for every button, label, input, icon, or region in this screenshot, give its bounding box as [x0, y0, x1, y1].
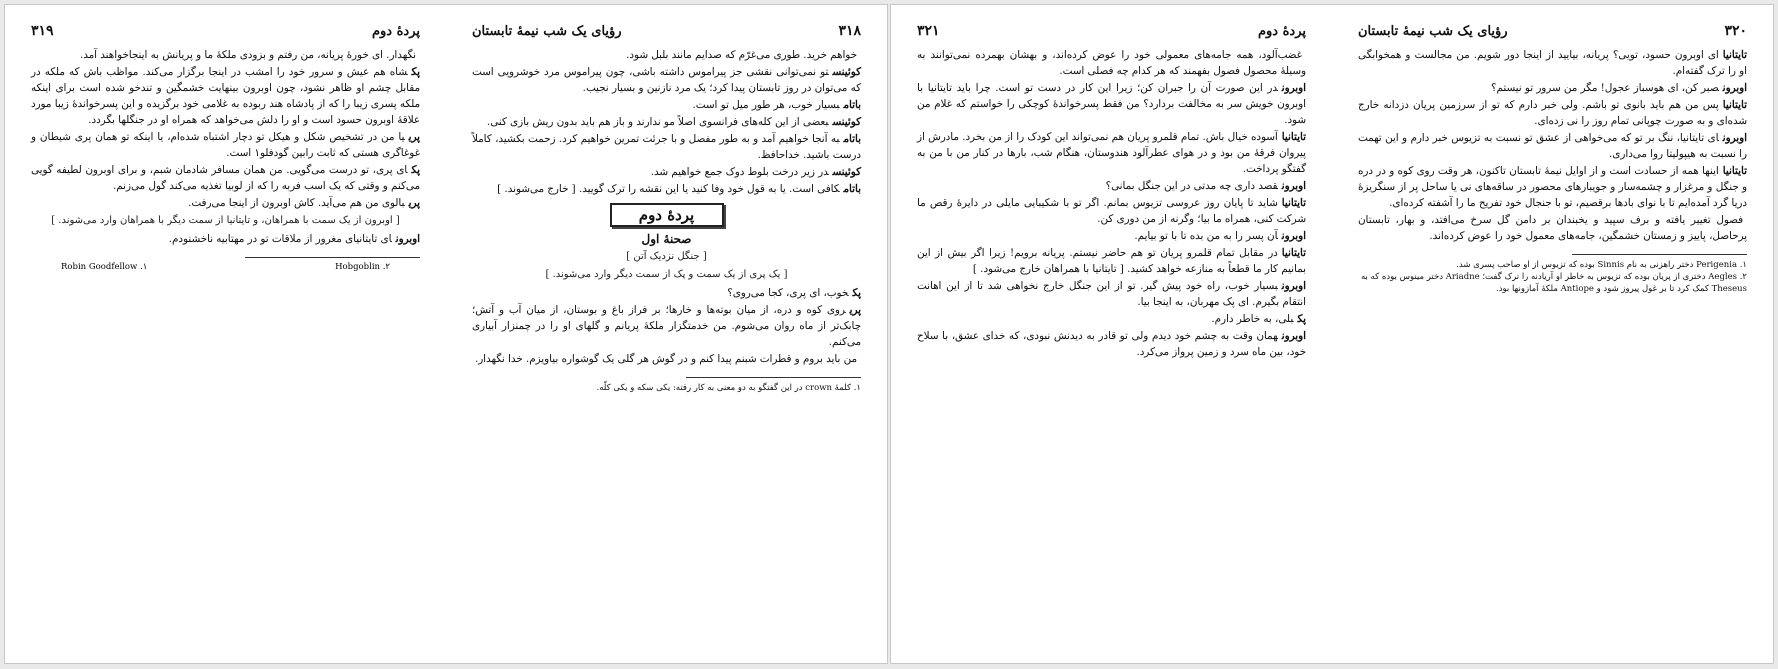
- dialogue-text: در مقابل تمام قلمرو پریان تو هم حاضر نیستم. پریانه برویم! زیرا اگر بیش از این بمانیم کار ما قطعاً به منازعه خواهد کشید. [ تایتانیا با همراهان خارج می‌شود. ]: [917, 247, 1306, 275]
- page-318: [446, 5, 887, 663]
- speaker-name: اوبرون: [1281, 82, 1306, 94]
- book-spread-left: [4, 4, 888, 664]
- dialogue-text: بالوی من هم می‌آید. کاش اوبرون از اینجا می‌رفت.: [188, 197, 405, 209]
- paragraph: [917, 195, 1306, 227]
- footnote: Robin Goodfellow .۱: [61, 262, 148, 272]
- paragraph: [31, 162, 420, 194]
- paragraph: [917, 129, 1306, 177]
- scene-title: صحنهٔ اول: [641, 232, 692, 246]
- dialogue-text: به آنجا خواهیم آمد و به طور مفصل و با جرئت تمرین خواهیم کرد. زحمت بکشید، کاملاً درست باشید. خداحافظ.: [472, 133, 861, 161]
- speaker-name: کوئینس: [832, 166, 861, 178]
- speaker-name: پک: [411, 66, 420, 78]
- paragraph: [472, 351, 861, 367]
- speaker-name: اوبرون: [1281, 230, 1306, 242]
- speaker-name: تایتانیا: [1281, 197, 1306, 209]
- paragraph: [472, 302, 861, 350]
- paragraph: [472, 47, 861, 63]
- dialogue-text: صبر کن، ای هوسباز عجول! مگر من سرور تو نیستم؟: [1491, 82, 1719, 94]
- book-spread-right: [890, 4, 1774, 664]
- speaker-name: کوئینس: [832, 66, 861, 78]
- paragraph: [31, 47, 420, 63]
- paragraph: [472, 285, 861, 301]
- speaker-name: اوبرون: [395, 233, 420, 245]
- speaker-name: باتام: [843, 133, 861, 145]
- dialogue-text: آسوده خیال باش. تمام قلمرو پریان هم نمی‌تواند این کودک را از من بخرد. مادرش از پیروان فرقهٔ من بود و در هوای عطرآلود هندوستان، هنگام شب، بارها در کنار من با من به گفتگو پرداخت.: [917, 131, 1306, 175]
- paragraph: [31, 129, 420, 161]
- paragraph: [472, 131, 861, 163]
- page-body: [1358, 47, 1747, 244]
- paragraph: [917, 178, 1306, 194]
- speaker-name: اوبرون: [1722, 132, 1747, 144]
- dialogue-text: بسیار خوب، هر طور میل تو است.: [692, 99, 840, 111]
- paragraph: [472, 164, 861, 180]
- speaker-name: باتام: [843, 99, 861, 111]
- speaker-name: پری: [849, 304, 861, 316]
- paragraph: [1358, 212, 1747, 244]
- page-321: [891, 5, 1332, 663]
- page-number: ۳۲۰: [1724, 23, 1747, 39]
- speaker-name: تایتانیا: [1722, 49, 1747, 61]
- dialogue-text: شاید تا پایان روز عروسی تزیوس بمانم. اگر تو با شکیبایی مایلی در دایرهٔ رقص ما شرکت کنی، همراه ما بیا؛ وگرنه از من دوری کن.: [917, 197, 1306, 225]
- dialogue-text: آن پسر را به من بده تا با تو بیایم.: [1134, 230, 1278, 242]
- running-title: رؤیای یک شب نیمهٔ تابستان: [472, 24, 622, 39]
- dialogue-text: همان وقت به چشم خود دیدم ولی تو قادر به دیدنش نبودی، که خدای عشق، با سلاح خود، بین ماه سرد و زمین پرواز می‌کرد.: [917, 330, 1306, 358]
- page-320: [1332, 5, 1773, 663]
- speaker-name: کوئینس: [832, 116, 861, 128]
- footnote-divider: [1572, 254, 1747, 255]
- paragraph: [31, 195, 420, 211]
- speaker-name: پک: [411, 164, 420, 176]
- speaker-name: تایتانیا: [1722, 165, 1747, 177]
- paragraph: [917, 328, 1306, 360]
- footnote: ۱. کلمهٔ crown در این گفتگو به دو معنی به کار رفته: یکی سکه و یکی کلّه.: [596, 383, 861, 393]
- dialogue-text: من باید بروم و قطرات شبنم پیدا کنم و در گوش هر گلی یک گوشواره بیاویزم. خدا نگهدار.: [474, 353, 857, 365]
- paragraph: [917, 245, 1306, 277]
- page-header: [1358, 23, 1747, 39]
- page-body: [917, 47, 1306, 360]
- footnote-divider: [245, 257, 420, 258]
- dialogue-text: یا من در تشخیص شکل و هیکل تو دچار اشتباه شده‌ام، یا اینکه تو همان پری شیطان و غوغاگری هستی که ثابت رابین گودفلو۱ است.: [31, 131, 420, 159]
- dialogue-text: ای تایتانیای مغرور از ملاقات تو در مهتابیه ناخشنودم.: [168, 233, 392, 245]
- dialogue-text: ای تایتانیا، ننگ بر تو که می‌خواهی از عشق تو نسبت به تزیوس خبر دارم و این تهمت را نسبت به هیپولیتا روا می‌داری.: [1358, 132, 1747, 160]
- dialogue-text: خواهم خرید. طوری می‌غرّم که صدایم مانند بلبل شود.: [626, 49, 857, 61]
- paragraph: [472, 64, 861, 96]
- paragraph: [31, 64, 420, 128]
- speaker-name: پری: [408, 131, 420, 143]
- dialogue-text: در زیر درخت بلوط دوک جمع خواهیم شد.: [650, 166, 829, 178]
- dialogue-text: در این صورت آن را جبران کن؛ زیرا این کار در دست تو است. چرا باید تایتانیا با اوبرون خویش سر به مخالفت بردارد؟ من فقط پسرخواندهٔ کوچکی را خواستم که غلام من شود.: [917, 82, 1306, 126]
- dialogue-text: اینها همه از حسادت است و از اوایل نیمهٔ تابستان تاکنون، هر وقت روی کوه و در دره و جنگل و مرغزار و چشمه‌سار و جویبارهای محصور در ساقه‌های نی یا ساحل پر از سنگریزهٔ دریا گرد آمده‌ایم تا با نوای بادها برقصیم، تو با جنجال خود تفریح ما را آشفته کرده‌ای.: [1358, 165, 1747, 209]
- page-header: [917, 23, 1306, 39]
- speaker-name: پری: [408, 197, 420, 209]
- act-title: پردهٔ دوم: [610, 203, 724, 227]
- stage-direction: [ یک پری از یک سمت و پک از سمت دیگر وارد می‌شوند. ]: [545, 269, 788, 280]
- speaker-name: اوبرون: [1281, 330, 1306, 342]
- paragraph: [1358, 163, 1747, 211]
- paragraph: [1358, 80, 1747, 96]
- paragraph: [917, 47, 1306, 79]
- dialogue-text: پس من هم باید بانوی تو باشم. ولی خبر دارم که تو از سرزمین پریان دزدانه خارج شده‌ای و به صورت چوپانی تمام روز را نی زده‌ای.: [1358, 99, 1747, 127]
- speaker-name: اوبرون: [1281, 280, 1306, 292]
- dialogue-text: روی کوه و دره، از میان بوته‌ها و خارها؛ بر فراز باغ و بوستان، از میان آب و آتش؛ چابک‌تر از ماه روان می‌شوم. من خدمتگزار ملکهٔ پریانم و گلهای او را در چمنزار آبیاری می‌کنم.: [472, 304, 861, 348]
- footnote: ۲. Aegles دختری از پریان بوده که تزیوس به خاطر او آریادنه را ترک گفت؛ Ariadne دختر مینوس بوده که به Theseus کمک کرد تا بر غول پیروز شود و Antiope ملکهٔ آمازونها بود.: [1360, 272, 1747, 294]
- footnote: Hobgoblin .۲: [335, 262, 390, 272]
- page-header: [31, 23, 420, 39]
- speaker-name: تایتانیا: [1281, 247, 1306, 259]
- page-number: ۳۱۸: [838, 23, 861, 39]
- speaker-name: اوبرون: [1722, 82, 1747, 94]
- dialogue-text: بلی، به خاطر دارم.: [1211, 313, 1294, 325]
- footnotes: [31, 262, 420, 272]
- dialogue-text: بعضی از این کله‌های فرانسوی اصلاً مو ندارند و باز هم باید بدون ریش بازی کنی.: [486, 116, 829, 128]
- page-body: [472, 47, 861, 367]
- dialogue-text: قصد داری چه مدتی در این جنگل بمانی؟: [1105, 180, 1278, 192]
- dialogue-text: کافی است. یا به قول خود وفا کنید یا این نقشه را ترک گویید. [ خارج می‌شوند. ]: [497, 183, 840, 195]
- stage-direction: [ جنگل نزدیک آتن ]: [626, 251, 707, 262]
- paragraph: [472, 181, 861, 197]
- paragraph: [917, 278, 1306, 310]
- dialogue-text: خوب، ای پری، کجا می‌روی؟: [727, 287, 849, 299]
- paragraph: [917, 228, 1306, 244]
- dialogue-text: غضب‌آلود، همه جامه‌های معمولی خود را عوض کرده‌اند، و بهشان بهمرده نمی‌توانند به وسیلهٔ محصول فصول بفهمند که هر کدام چه فصلی است.: [917, 49, 1306, 77]
- paragraph: [917, 311, 1306, 327]
- paragraph: [917, 80, 1306, 128]
- dialogue-text: شاه هم عیش و سرور خود را امشب در اینجا برگزار می‌کند. مواظب باش که ملکه در مقابل چشم او ظاهر نشود، چون اوبرون بینهایت خشمگین و تندخو شده است برای اینکه ملکه پسری زیبا را که از پادشاه هند ربوده به غلامی خود برگزیده و این پسرخواندهٔ زیبا مورد علاقهٔ اوبرون حسود است و او را دلش می‌خواهد که همراه او در جنگلها بگردد.: [31, 66, 420, 126]
- dialogue-text: ای اوبرون حسود، تویی؟ پریانه، بیایید از اینجا دور شویم. من مجالست و همخوابگی او را ترک گفته‌ام.: [1358, 49, 1747, 77]
- speaker-name: پک: [1297, 313, 1306, 325]
- paragraph: [472, 114, 861, 130]
- speaker-name: باتام: [843, 183, 861, 195]
- dialogue-text: ای پری، تو درست می‌گویی. من همان مسافر شادمان شبم، و برای اوبرون لطیفه گویی می‌کنم و وقتی که یک اسب فربه را که از لوبیا تغذیه می‌کند گول می‌زنم.: [31, 164, 420, 192]
- dialogue-text: نگهدار. ای خورهٔ پریانه، من رفتم و بزودی ملکهٔ ما و پریانش به اینجاخواهند آمد.: [79, 49, 416, 61]
- paragraph: [1358, 97, 1747, 129]
- dialogue-text: تو نمی‌توانی نقشی جز پیراموس داشته باشی، چون پیراموس مرد خوشرویی است که می‌توان در روز تابستان پیدا کرد؛ یک مرد نازنین و بسیار نجیب.: [472, 66, 861, 94]
- footnote-divider: [686, 377, 861, 378]
- page-number: ۳۲۱: [917, 23, 940, 39]
- page-body: [31, 47, 420, 247]
- dialogue-text: بسیار خوب، راه خود پیش گیر. تو از این جنگل خارج نخواهی شد تا از این اهانت انتقام بگیرم. ای پک مهربان، به اینجا بیا.: [917, 280, 1306, 308]
- paragraph: [472, 97, 861, 113]
- paragraph: [31, 231, 420, 247]
- page-header: [472, 23, 861, 39]
- speaker-name: تایتانیا: [1281, 131, 1306, 143]
- dialogue-text: فصول تغییر یافته و برف سپید و یخبندان بر دامن گل سرخ می‌افتد، و بهار، تابستان پرحاصل، پاییز و زمستان خشمگین، جامه‌های معمول خود را عوض کرده‌اند.: [1358, 214, 1747, 242]
- paragraph: [1358, 47, 1747, 79]
- running-title: رؤیای یک شب نیمهٔ تابستان: [1358, 24, 1508, 39]
- running-title: پردهٔ دوم: [1257, 24, 1306, 39]
- footnote: ۱. Perigenia دختر راهزنی به نام Sinnis بوده که تزیوس از او صاحب پسری شد.: [1456, 260, 1747, 270]
- speaker-name: تایتانیا: [1722, 99, 1747, 111]
- paragraph: [1358, 130, 1747, 162]
- speaker-name: پک: [852, 287, 861, 299]
- page-319: [5, 5, 446, 663]
- page-number: ۳۱۹: [31, 23, 54, 39]
- speaker-name: اوبرون: [1281, 180, 1306, 192]
- running-title: پردهٔ دوم: [371, 24, 420, 39]
- stage-direction: [ اوبرون از یک سمت با همراهان، و تایتانیا از سمت دیگر با همراهان وارد می‌شوند. ]: [51, 215, 400, 226]
